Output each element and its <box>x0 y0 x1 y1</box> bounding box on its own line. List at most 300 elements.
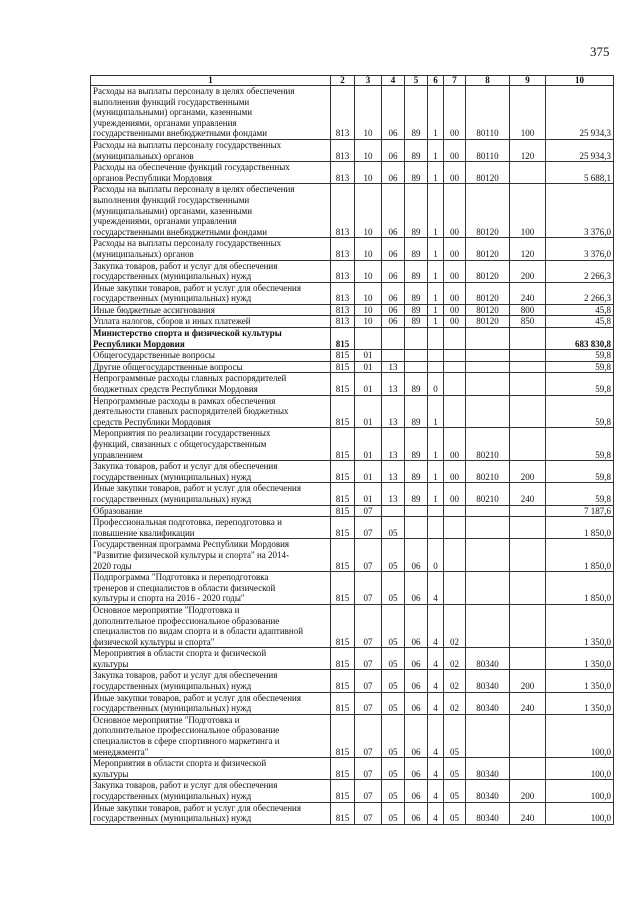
subprogram-code: 1 <box>428 282 444 304</box>
header-cell: 2 <box>331 76 355 86</box>
row-name: Мероприятия в области спорта и физической культуры <box>91 758 331 780</box>
subsection-code: 06 <box>382 162 405 184</box>
program-code: 89 <box>405 139 428 161</box>
row-name: Иные закупки товаров, работ и услуг для обеспечения государственных (муниципальных) нужд <box>91 282 331 304</box>
table-row <box>91 139 614 161</box>
gr-code: 815 <box>331 373 355 395</box>
program-code: 06 <box>405 714 428 757</box>
event-code <box>444 350 466 362</box>
event-code: 00 <box>444 316 466 328</box>
direction-code: 80110 <box>466 139 510 161</box>
direction-code <box>466 361 510 373</box>
gr-code: 813 <box>331 260 355 282</box>
table-header-row <box>91 76 614 86</box>
program-code: 89 <box>405 260 428 282</box>
subsection-code: 05 <box>382 648 405 670</box>
event-code: 02 <box>444 648 466 670</box>
table-row <box>91 304 614 316</box>
amount: 100,0 <box>546 758 614 780</box>
amount: 7 187,6 <box>546 505 614 517</box>
subprogram-code <box>428 505 444 517</box>
table-row <box>91 86 614 140</box>
section-code <box>355 328 382 350</box>
table-row <box>91 350 614 362</box>
direction-code <box>466 373 510 395</box>
amount: 1 850,0 <box>546 517 614 539</box>
section-code: 07 <box>355 692 382 714</box>
program-code <box>405 517 428 539</box>
row-name: Расходы на выплаты персоналу государственных (муниципальных) органов <box>91 238 331 260</box>
expense-type-code <box>510 361 546 373</box>
direction-code <box>466 350 510 362</box>
table-row <box>91 483 614 505</box>
expense-type-code: 240 <box>510 692 546 714</box>
gr-code: 815 <box>331 758 355 780</box>
subsection-code: 06 <box>382 304 405 316</box>
subsection-code: 05 <box>382 780 405 802</box>
amount: 59,8 <box>546 428 614 461</box>
gr-code: 815 <box>331 461 355 483</box>
row-name: Основное мероприятие "Подготовка и дополнительное профессиональное образование специалистов в сфере спортивного маркетинга и менеджмента" <box>91 714 331 757</box>
expense-type-code: 240 <box>510 802 546 824</box>
table-row <box>91 780 614 802</box>
event-code: 02 <box>444 604 466 647</box>
amount: 59,8 <box>546 350 614 362</box>
amount: 1 350,0 <box>546 670 614 692</box>
table-row <box>91 539 614 572</box>
table-row <box>91 670 614 692</box>
direction-code <box>466 505 510 517</box>
subsection-code: 05 <box>382 714 405 757</box>
subprogram-code: 0 <box>428 539 444 572</box>
amount: 3 376,0 <box>546 184 614 238</box>
event-code: 00 <box>444 184 466 238</box>
gr-code: 813 <box>331 139 355 161</box>
amount: 3 376,0 <box>546 238 614 260</box>
table-body <box>91 86 614 825</box>
subsection-code: 13 <box>382 361 405 373</box>
subprogram-code: 1 <box>428 260 444 282</box>
expense-type-code <box>510 604 546 647</box>
row-name: Мероприятия по реализации государственных функций, связанных с общегосударственным управлением <box>91 428 331 461</box>
table-row <box>91 648 614 670</box>
program-code: 89 <box>405 162 428 184</box>
direction-code: 80340 <box>466 780 510 802</box>
subprogram-code: 1 <box>428 304 444 316</box>
header-cell: 3 <box>355 76 382 86</box>
gr-code: 815 <box>331 604 355 647</box>
row-name: Расходы на выплаты персоналу государственных (муниципальных) органов <box>91 139 331 161</box>
section-code: 01 <box>355 461 382 483</box>
subsection-code: 06 <box>382 316 405 328</box>
expense-type-code: 200 <box>510 670 546 692</box>
expense-type-code <box>510 714 546 757</box>
amount: 25 934,3 <box>546 86 614 140</box>
expense-type-code <box>510 517 546 539</box>
table-row <box>91 714 614 757</box>
program-code <box>405 361 428 373</box>
expense-type-code <box>510 758 546 780</box>
section-code: 01 <box>355 395 382 428</box>
gr-code: 813 <box>331 86 355 140</box>
section-code: 01 <box>355 428 382 461</box>
subsection-code: 06 <box>382 260 405 282</box>
direction-code: 80120 <box>466 260 510 282</box>
amount: 2 266,3 <box>546 260 614 282</box>
subprogram-code: 4 <box>428 758 444 780</box>
gr-code: 815 <box>331 714 355 757</box>
expense-type-code <box>510 572 546 605</box>
gr-code: 813 <box>331 238 355 260</box>
expense-type-code: 200 <box>510 461 546 483</box>
amount: 1 850,0 <box>546 572 614 605</box>
section-code: 10 <box>355 316 382 328</box>
table-row <box>91 604 614 647</box>
subsection-code: 05 <box>382 604 405 647</box>
section-code: 10 <box>355 238 382 260</box>
amount: 683 830,8 <box>546 328 614 350</box>
subprogram-code <box>428 361 444 373</box>
event-code: 00 <box>444 428 466 461</box>
direction-code: 80120 <box>466 304 510 316</box>
subsection-code: 05 <box>382 692 405 714</box>
event-code <box>444 373 466 395</box>
section-code: 07 <box>355 802 382 824</box>
section-code: 07 <box>355 648 382 670</box>
expense-type-code <box>510 539 546 572</box>
section-code: 07 <box>355 517 382 539</box>
table-row <box>91 162 614 184</box>
event-code: 00 <box>444 162 466 184</box>
expense-type-code <box>510 395 546 428</box>
program-code <box>405 505 428 517</box>
table-row <box>91 395 614 428</box>
expense-type-code: 120 <box>510 238 546 260</box>
row-name: Образование <box>91 505 331 517</box>
table-row <box>91 184 614 238</box>
program-code: 89 <box>405 483 428 505</box>
subprogram-code: 1 <box>428 238 444 260</box>
program-code <box>405 328 428 350</box>
subprogram-code <box>428 328 444 350</box>
gr-code: 813 <box>331 304 355 316</box>
subprogram-code <box>428 517 444 539</box>
row-name: Расходы на обеспечение функций государственных органов Республики Мордовия <box>91 162 331 184</box>
section-code: 10 <box>355 86 382 140</box>
direction-code: 80340 <box>466 670 510 692</box>
subprogram-code: 4 <box>428 780 444 802</box>
section-code: 01 <box>355 350 382 362</box>
table-row <box>91 282 614 304</box>
program-code: 06 <box>405 802 428 824</box>
gr-code: 815 <box>331 648 355 670</box>
section-code: 07 <box>355 505 382 517</box>
row-name: Иные закупки товаров, работ и услуг для обеспечения государственных (муниципальных) нужд <box>91 483 331 505</box>
direction-code: 80340 <box>466 802 510 824</box>
table-row <box>91 428 614 461</box>
program-code: 06 <box>405 604 428 647</box>
subprogram-code: 1 <box>428 461 444 483</box>
gr-code: 815 <box>331 505 355 517</box>
section-code: 10 <box>355 139 382 161</box>
event-code: 02 <box>444 670 466 692</box>
direction-code: 80210 <box>466 461 510 483</box>
subsection-code: 05 <box>382 517 405 539</box>
amount: 100,0 <box>546 802 614 824</box>
section-code: 01 <box>355 483 382 505</box>
program-code: 89 <box>405 238 428 260</box>
event-code: 00 <box>444 483 466 505</box>
row-name: Закупка товаров, работ и услуг для обеспечения государственных (муниципальных) нужд <box>91 780 331 802</box>
amount: 1 850,0 <box>546 539 614 572</box>
section-code: 07 <box>355 572 382 605</box>
header-cell: 10 <box>546 76 614 86</box>
gr-code: 813 <box>331 162 355 184</box>
expense-type-code: 240 <box>510 483 546 505</box>
direction-code <box>466 714 510 757</box>
gr-code: 815 <box>331 428 355 461</box>
subprogram-code: 1 <box>428 428 444 461</box>
section-code: 10 <box>355 162 382 184</box>
subsection-code: 06 <box>382 139 405 161</box>
subsection-code <box>382 505 405 517</box>
expense-type-code: 850 <box>510 316 546 328</box>
header-cell: 4 <box>382 76 405 86</box>
direction-code: 80210 <box>466 483 510 505</box>
gr-code: 813 <box>331 184 355 238</box>
row-name: Непрограммные расходы в рамках обеспечения деятельности главных распорядителей бюджетных средств Республики Мордовия <box>91 395 331 428</box>
subsection-code: 05 <box>382 670 405 692</box>
event-code: 02 <box>444 692 466 714</box>
gr-code: 815 <box>331 572 355 605</box>
page-number: 375 <box>590 44 610 59</box>
row-name: Другие общегосударственные вопросы <box>91 361 331 373</box>
expense-type-code <box>510 373 546 395</box>
event-code: 00 <box>444 282 466 304</box>
row-name: Уплата налогов, сборов и иных платежей <box>91 316 331 328</box>
subprogram-code: 1 <box>428 395 444 428</box>
subprogram-code: 4 <box>428 714 444 757</box>
subprogram-code: 1 <box>428 483 444 505</box>
table-row <box>91 461 614 483</box>
program-code: 89 <box>405 316 428 328</box>
expense-type-code: 200 <box>510 780 546 802</box>
table-row <box>91 316 614 328</box>
gr-code: 815 <box>331 361 355 373</box>
row-name: Иные бюджетные ассигнования <box>91 304 331 316</box>
subsection-code: 05 <box>382 758 405 780</box>
section-code: 07 <box>355 780 382 802</box>
event-code: 05 <box>444 758 466 780</box>
event-code: 00 <box>444 304 466 316</box>
budget-table <box>90 75 614 825</box>
expense-type-code <box>510 328 546 350</box>
direction-code: 80120 <box>466 184 510 238</box>
section-code: 07 <box>355 670 382 692</box>
subsection-code: 05 <box>382 539 405 572</box>
amount: 100,0 <box>546 780 614 802</box>
event-code: 00 <box>444 238 466 260</box>
section-code: 01 <box>355 373 382 395</box>
program-code: 06 <box>405 670 428 692</box>
expense-type-code <box>510 648 546 670</box>
direction-code: 80110 <box>466 86 510 140</box>
program-code: 06 <box>405 780 428 802</box>
program-code: 06 <box>405 648 428 670</box>
amount: 59,8 <box>546 373 614 395</box>
direction-code <box>466 572 510 605</box>
subsection-code: 13 <box>382 373 405 395</box>
table-row <box>91 517 614 539</box>
gr-code: 815 <box>331 483 355 505</box>
amount: 1 350,0 <box>546 604 614 647</box>
subsection-code: 06 <box>382 238 405 260</box>
program-code: 89 <box>405 304 428 316</box>
event-code <box>444 361 466 373</box>
header-cell: 1 <box>91 76 331 86</box>
direction-code <box>466 604 510 647</box>
row-name: Профессиональная подготовка, переподготовка и повышение квалификации <box>91 517 331 539</box>
program-code <box>405 350 428 362</box>
subsection-code: 06 <box>382 184 405 238</box>
row-name: Общегосударственные вопросы <box>91 350 331 362</box>
row-name: Непрограммные расходы главных распорядителей бюджетных средств Республики Мордовия <box>91 373 331 395</box>
amount: 5 688,1 <box>546 162 614 184</box>
direction-code: 80120 <box>466 162 510 184</box>
expense-type-code: 100 <box>510 86 546 140</box>
program-code: 89 <box>405 428 428 461</box>
gr-code: 815 <box>331 395 355 428</box>
section-code: 07 <box>355 539 382 572</box>
gr-code: 815 <box>331 539 355 572</box>
table-row <box>91 373 614 395</box>
gr-code: 813 <box>331 282 355 304</box>
direction-code: 80340 <box>466 692 510 714</box>
row-name: Закупка товаров, работ и услуг для обеспечения государственных (муниципальных) нужд <box>91 260 331 282</box>
gr-code: 815 <box>331 350 355 362</box>
program-code: 89 <box>405 282 428 304</box>
subprogram-code: 1 <box>428 162 444 184</box>
subprogram-code: 0 <box>428 373 444 395</box>
table-row <box>91 572 614 605</box>
program-code: 89 <box>405 461 428 483</box>
row-name: Основное мероприятие "Подготовка и дополнительное профессиональное образование специалистов по видам спорта и в области адаптивной физической культуры и спорта" <box>91 604 331 647</box>
row-name: Расходы на выплаты персоналу в целях обеспечения выполнения функций государственными (муниципальными) органами, казенными учреждениями, органами управления государственными внебюджетными фондами <box>91 184 331 238</box>
section-code: 10 <box>355 184 382 238</box>
table-row <box>91 328 614 350</box>
table-row <box>91 758 614 780</box>
program-code: 89 <box>405 86 428 140</box>
subsection-code <box>382 328 405 350</box>
event-code <box>444 328 466 350</box>
gr-code: 815 <box>331 328 355 350</box>
amount: 59,8 <box>546 395 614 428</box>
header-cell: 7 <box>444 76 466 86</box>
gr-code: 815 <box>331 780 355 802</box>
section-code: 07 <box>355 714 382 757</box>
gr-code: 815 <box>331 670 355 692</box>
program-code: 06 <box>405 692 428 714</box>
amount: 45,8 <box>546 316 614 328</box>
subsection-code: 13 <box>382 395 405 428</box>
direction-code: 80120 <box>466 282 510 304</box>
section-code: 10 <box>355 260 382 282</box>
direction-code <box>466 539 510 572</box>
program-code: 06 <box>405 758 428 780</box>
event-code <box>444 395 466 428</box>
program-code: 06 <box>405 539 428 572</box>
header-cell: 8 <box>466 76 510 86</box>
table-row <box>91 361 614 373</box>
row-name: Государственная программа Республики Мордовия "Развитие физической культуры и спорта" на 2014- 2020 годы <box>91 539 331 572</box>
table-row <box>91 505 614 517</box>
amount: 59,8 <box>546 483 614 505</box>
subprogram-code: 1 <box>428 316 444 328</box>
row-name: Закупка товаров, работ и услуг для обеспечения государственных (муниципальных) нужд <box>91 461 331 483</box>
direction-code: 80340 <box>466 648 510 670</box>
row-name: Министерство спорта и физической культуры Республики Мордовия <box>91 328 331 350</box>
amount: 2 266,3 <box>546 282 614 304</box>
row-name: Подпрограмма "Подготовка и переподготовка тренеров и специалистов в области физической культуры и спорта на 2016 - 2020 годы" <box>91 572 331 605</box>
amount: 1 350,0 <box>546 648 614 670</box>
expense-type-code: 100 <box>510 184 546 238</box>
event-code <box>444 539 466 572</box>
direction-code: 80340 <box>466 758 510 780</box>
subprogram-code: 4 <box>428 692 444 714</box>
event-code: 05 <box>444 780 466 802</box>
subprogram-code: 1 <box>428 139 444 161</box>
row-name: Мероприятия в области спорта и физической культуры <box>91 648 331 670</box>
subsection-code: 13 <box>382 483 405 505</box>
subsection-code: 13 <box>382 461 405 483</box>
subsection-code: 06 <box>382 282 405 304</box>
expense-type-code <box>510 350 546 362</box>
subsection-code: 05 <box>382 802 405 824</box>
expense-type-code: 800 <box>510 304 546 316</box>
row-name: Иные закупки товаров, работ и услуг для обеспечения государственных (муниципальных) нужд <box>91 802 331 824</box>
expense-type-code: 240 <box>510 282 546 304</box>
amount: 100,0 <box>546 714 614 757</box>
section-code: 07 <box>355 604 382 647</box>
program-code: 89 <box>405 395 428 428</box>
section-code: 07 <box>355 758 382 780</box>
subprogram-code: 4 <box>428 572 444 605</box>
gr-code: 815 <box>331 517 355 539</box>
subprogram-code: 4 <box>428 670 444 692</box>
program-code: 89 <box>405 184 428 238</box>
subprogram-code: 4 <box>428 802 444 824</box>
event-code <box>444 572 466 605</box>
subprogram-code <box>428 350 444 362</box>
direction-code <box>466 328 510 350</box>
event-code: 00 <box>444 86 466 140</box>
direction-code <box>466 517 510 539</box>
table-row <box>91 260 614 282</box>
event-code: 05 <box>444 714 466 757</box>
amount: 59,8 <box>546 461 614 483</box>
gr-code: 815 <box>331 802 355 824</box>
row-name: Расходы на выплаты персоналу в целях обеспечения выполнения функций государственными (муниципальными) органами, казенными учреждениями, органами управления государственными внебюджетными фондами <box>91 86 331 140</box>
program-code: 06 <box>405 572 428 605</box>
header-cell: 5 <box>405 76 428 86</box>
amount: 25 934,3 <box>546 139 614 161</box>
expense-type-code <box>510 428 546 461</box>
subsection-code: 06 <box>382 86 405 140</box>
direction-code: 80120 <box>466 316 510 328</box>
event-code <box>444 517 466 539</box>
direction-code: 80120 <box>466 238 510 260</box>
subsection-code <box>382 350 405 362</box>
